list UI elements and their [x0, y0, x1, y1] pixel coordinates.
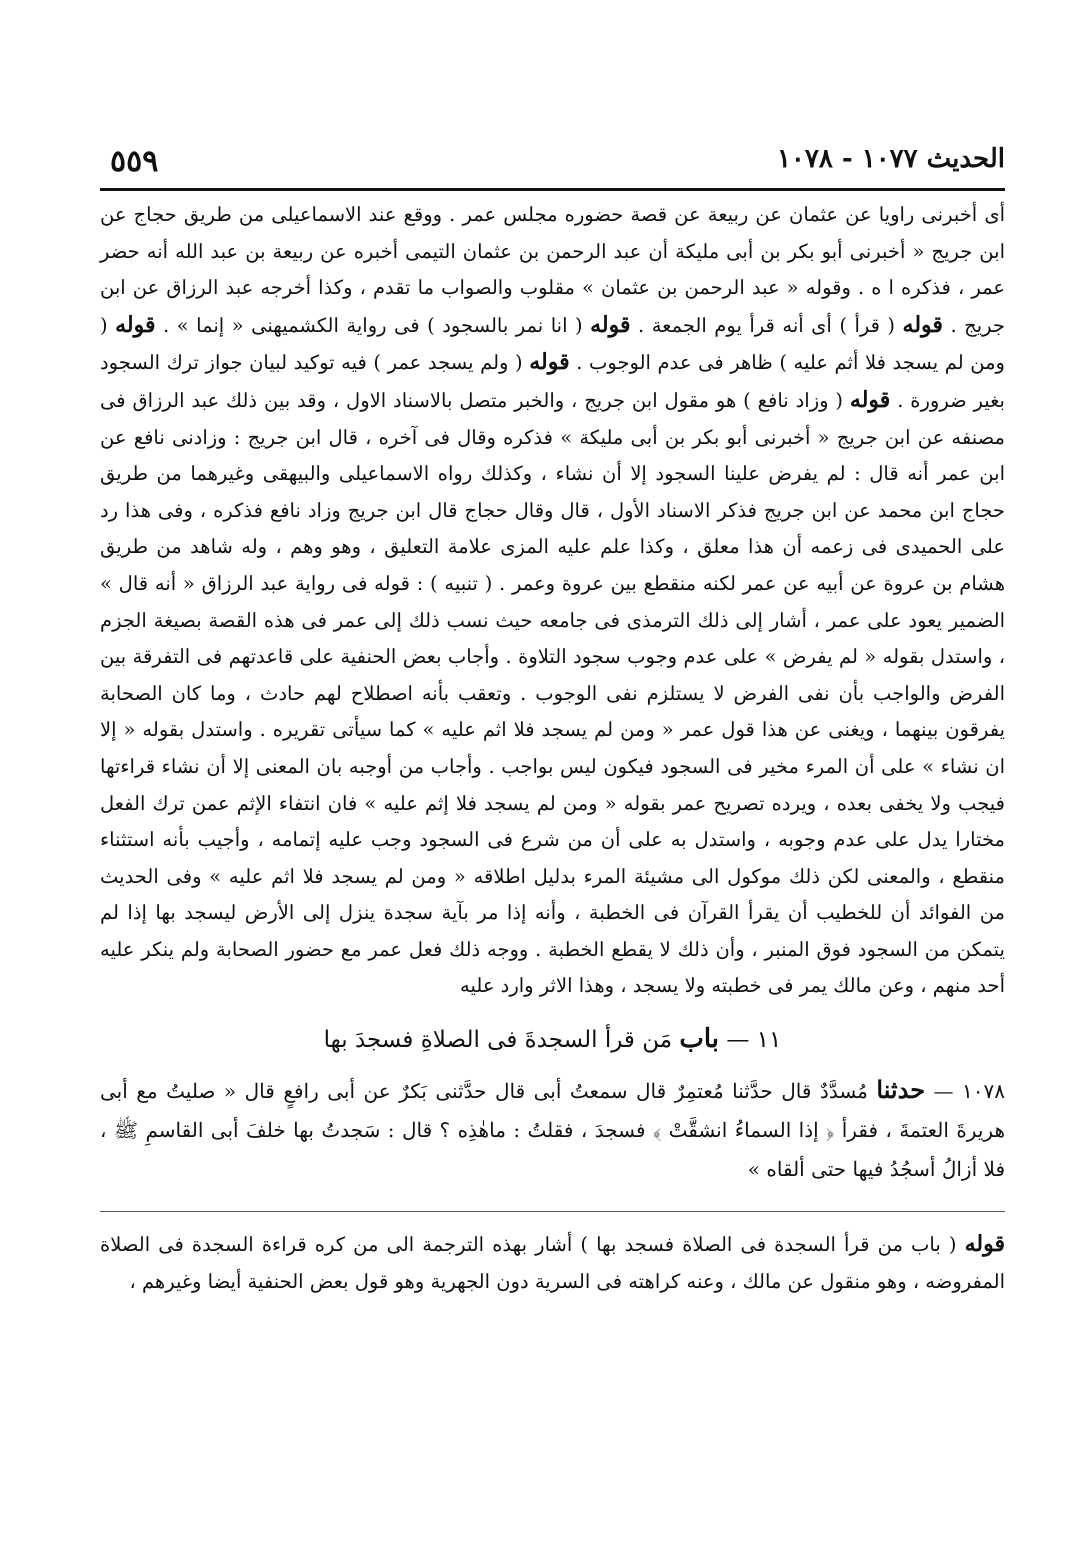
explanation-text: ( باب من قرأ السجدة فى الصلاة فسجد بها ) أشار بهذه الترجمة الى من كره قراءة السجدة فى الصلاة المفروضه ، وهو منقول عن مالك ، وعنه كراهته فى السرية دون الجهرية وهو قول بعض الحنفية أيضا وغيرهم ، [100, 1233, 1005, 1293]
explanation-paragraph [100, 1226, 1005, 1300]
commentary-text-4: ( ومن لم يسجد فلا أثم عليه ) ظاهر فى عدم الوجوب . [100, 313, 1005, 375]
commentary-text-2: ( قرأ ) أى أنه قرأ يوم الجمعة . [638, 313, 896, 337]
qawluhu-keyword: قوله [115, 311, 156, 338]
haddathana-word: حدثنا [876, 1075, 926, 1105]
commentary-paragraph [100, 197, 1005, 1005]
qawluhu-keyword: قوله [902, 311, 943, 338]
commentary-text-3: ( انا نمر بالسجود ) فى رواية الكشميهنى « إنما » . [163, 313, 583, 337]
chapter-title: مَن قرأ السجدةَ فى الصلاةِ فسجدَ بها [323, 1027, 673, 1054]
explanation-section [100, 1226, 1005, 1300]
hadith-paragraph [100, 1070, 1005, 1189]
qawluhu-keyword: قوله [964, 1231, 1005, 1258]
chapter-heading [100, 1019, 1005, 1060]
commentary-text-5: ( ولم يسجد عمر ) فيه توكيد لبيان جواز ترك السجود بغير ضرورة . [100, 351, 1005, 412]
hadith-number: ١٠٧٨ — [933, 1079, 1006, 1104]
commentary-text-1: أى أخبرنى راويا عن عثمان عن ربيعة عن قصة حضوره مجلس عمر . ووقع عند الاسماعيلى من طريق حجاج عن ابن جريج « أخبرنى أبو بكر بن أبى مليكة أن عبد الرحمن بن عثمان التيمى أخبره عن ربيعة بن عبد الله أنه حضر عمر ، فذكره ا ه . وقوله « عبد الرحمن بن عثمان » مقلوب والصواب ما تقدم ، وكذا أخرجه عبد الرزاق عن ابن جريج . [100, 203, 1005, 337]
running-title: الحديث ١٠٧٧ - ١٠٧٨ [776, 144, 1005, 174]
chapter-word: باب [679, 1024, 719, 1055]
commentary-text-6: ( وزاد نافع ) هو مقول ابن جريج ، والخبر متصل بالاسناد الاول ، وقد بين ذلك عبد الرزاق فى مصنفه عن ابن جريج « أخبرنى أبو بكر بن أبى مليكة » فذكره وقال فى آخره ، قال ابن جريج : وزادنى نافع عن ابن عمر أنه قال : لم يفرض علينا السجود إلا أن نشاء ، وكذلك رواه الاسماعيلى والبيهقى وغيرهما من طريق حجاج ابن محمد عن ابن جريج فذكر الاسناد الأول ، قال وقال حجاج قال ابن جريج وزاد نافع فذكره ، وفى هذا رد على الحميدى فى زعمه أن هذا معلق ، وكذا علم عليه المزى علامة التعليق ، وهو وهم ، وله شاهد من طريق هشام بن عروة عن أبيه عن عمر لكنه منقطع بين عروة وعمر . ( تنبيه ) : قوله فى رواية عبد الرزاق « أنه قال » الضمير يعود على عمر ، أشار إلى ذلك الترمذى فى جامعه حيث نسب ذلك إلى عمر فى هذه القصة بصيغة الجزم ، واستدل بقوله « لم يفرض » على عدم وجوب سجود التلاوة . وأجاب بعض الحنفية على قاعدتهم فى التفرقة بين الفرض والواجب بأن نفى الفرض لا يستلزم نفى الوجوب . وتعقب بأنه اصطلاح لهم حادث ، وما كان الصحابة يفرقون بينهما ، ويغنى عن هذا قول عمر « ومن لم يسجد فلا اثم عليه » كما سيأتى تقريره . واستدل بقوله « إلا ان نشاء » على أن المرء مخير فى السجود فيكون ليس بواجب . وأجاب من أوجبه بان المعنى إلا أن نشاء قراءتها فيجب ولا يخفى بعده ، ويرده تصريح عمر بقوله « ومن لم يسجد فلا إثم عليه » فان انتفاء الإثم عمن ترك الفعل مختارا يدل على عدم وجوبه ، واستدل به على أن من شرع فى السجود وجب عليه إتمامه ، وأجيب بأنه استثناء منقطع ، والمعنى لكن ذلك موكول الى مشيئة المرء بدليل اطلاقه « ومن لم يسجد فلا اثم عليه » وفى الحديث من الفوائد أن للخطيب أن يقرأ القرآن فى الخطبة ، وأنه إذا مر بآية سجدة ينزل إلى الأرض ليسجد بها إذا لم يتمكن من السجود فوق المنبر ، وأن ذلك لا يقطع الخطبة . ووجه ذلك فعل عمر مع حضور الصحابة ولم ينكر عليه أحد منهم ، وعن مالك يمر فى خطبته ولا يسجد ، وهذا الاثر وارد عليه [100, 388, 1005, 998]
qawluhu-keyword: قوله [529, 349, 570, 376]
hadith-text: مُسدَّدٌ قال حدَّثنا مُعتمِرٌ قال سمعتُ أبى قال حدَّثنى بَكرٌ عن أبى رافعٍ قال « صليتُ مع أبى هريرةَ العتمةَ ، فقرأ ﴿ إذا السماءُ انشقَّتْ ﴾ فسجدَ ، فقلتُ : ماهٰذِه ؟ قال : سَجدتُ بها خلفَ أبى القاسمِ ﷺ ، فلا أزالُ أسجُدُ فيها حتى ألقاه » [100, 1079, 1005, 1182]
qawluhu-keyword: قوله [590, 311, 631, 338]
document-page [100, 140, 1005, 1300]
qawluhu-keyword: قوله [849, 386, 891, 413]
commentary-section [100, 197, 1005, 1005]
section-divider [100, 1211, 1005, 1212]
header-divider [100, 188, 1005, 191]
hadith-block [100, 1070, 1005, 1189]
page-number: ٥٥٩ [110, 144, 159, 179]
chapter-number: ١١ — [726, 1027, 782, 1054]
page-header [100, 140, 1005, 188]
